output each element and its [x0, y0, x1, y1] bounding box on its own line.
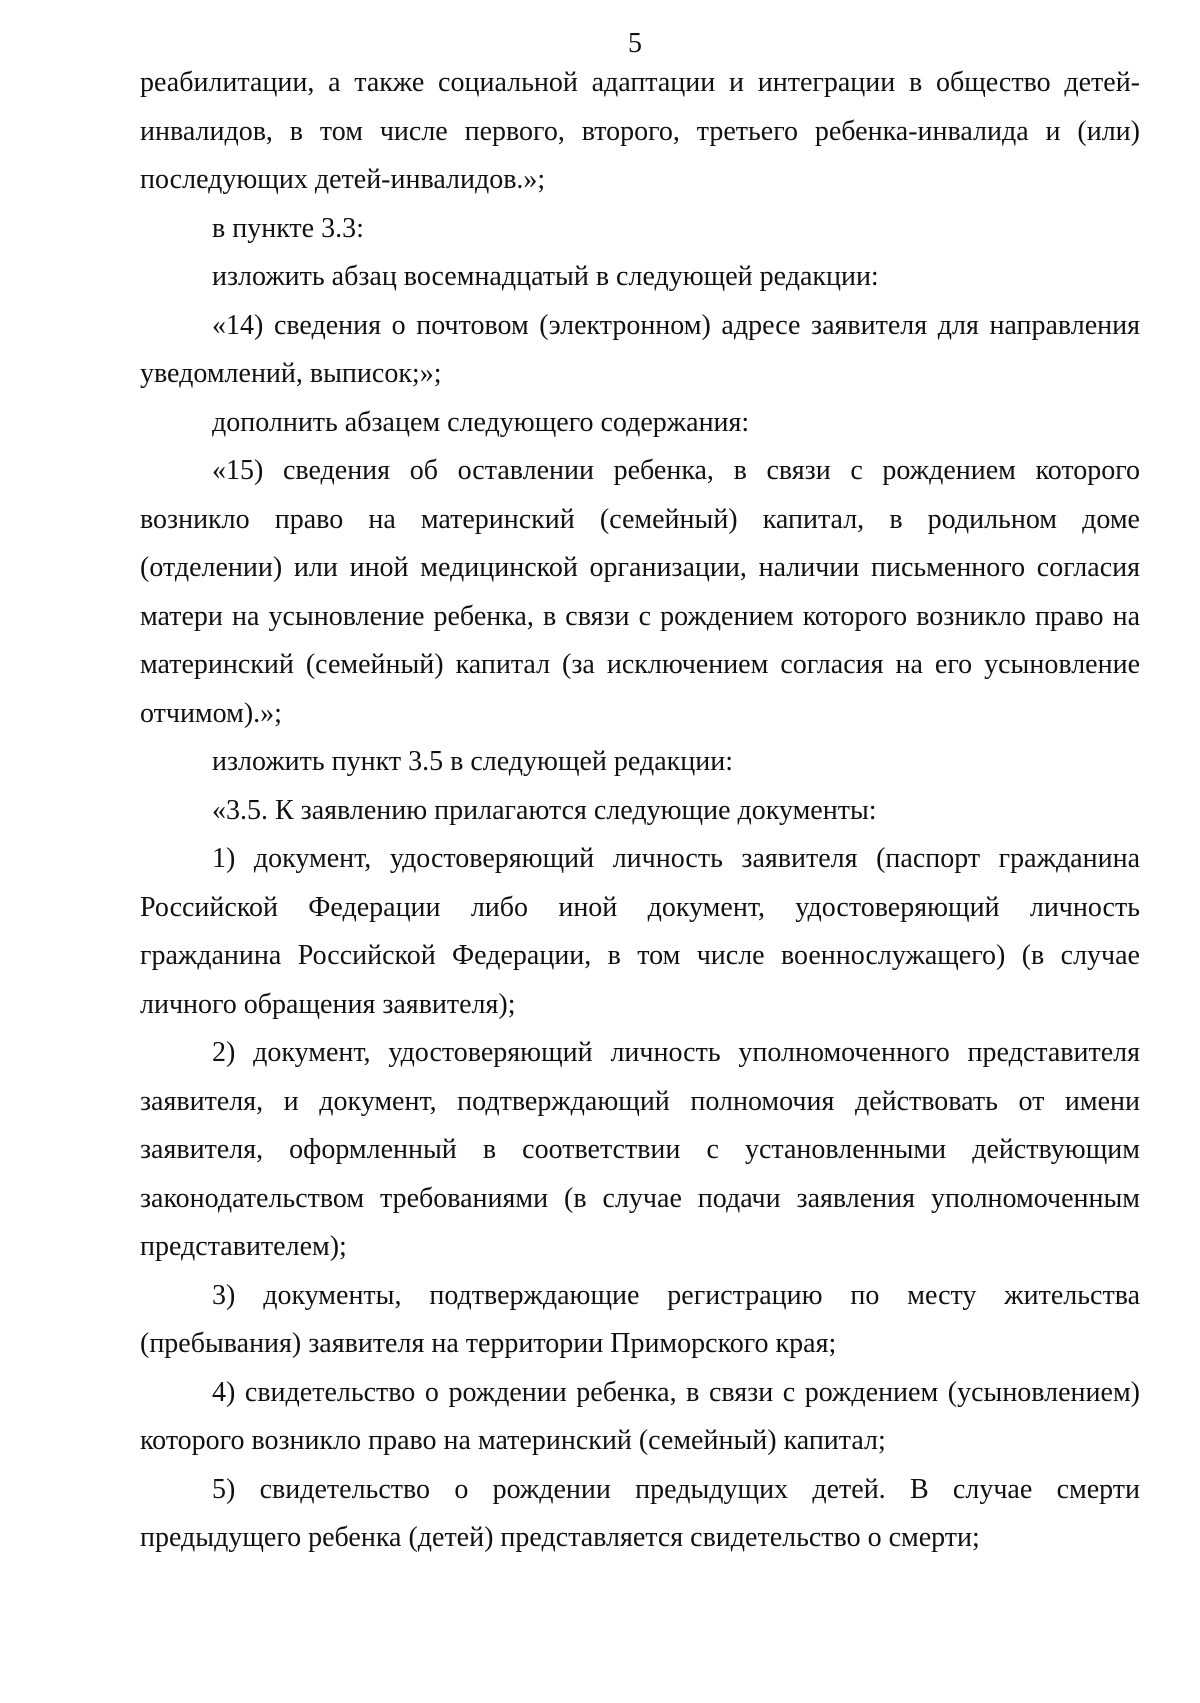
- list-item-5: 5) свидетельство о рождении предыдущих детей. В случае смерти предыдущего ребенка (детей) представляется свидетельство о смерти;: [140, 1473, 1140, 1553]
- list-item-3: 3) документы, подтверждающие регистрацию по месту жительства (пребывания) заявителя на территории Приморского края;: [140, 1279, 1140, 1359]
- list-item-4: 4) свидетельство о рождении ребенка, в связи с рождением (усыновлением) которого возникло право на материнский (семейный) капитал;: [140, 1376, 1140, 1456]
- paragraph-item-14: «14) сведения о почтовом (электронном) адресе заявителя для направления уведомлений, выписок;»;: [140, 309, 1140, 389]
- document-body: [140, 59, 1140, 1563]
- page-number: 5: [628, 28, 642, 59]
- paragraph-continuation: реабилитации, а также социальной адаптации и интеграции в общество детей-инвалидов, в том числе первого, второго, третьего ребенка-инвалида и (или) последующих детей-инвалидов.»;: [140, 67, 1140, 195]
- paragraph-point-3-5: «3.5. К заявлению прилагаются следующие документы:: [212, 794, 877, 826]
- paragraph-add-instruction: дополнить абзацем следующего содержания:: [212, 406, 750, 438]
- paragraph-amend-instruction: изложить абзац восемнадцатый в следующей редакции:: [212, 261, 879, 292]
- paragraph-item-15: «15) сведения об оставлении ребенка, в связи с рождением которого возникло право на материнский (семейный) капитал, в родильном доме (отделении) или иной медицинской организации, наличии письменного согласия матери на усыновление ребенка, в связи с рождением которого возникло право на материнский (семейный) капитал (за исключением согласия на его усыновление отчимом).»;: [140, 455, 1140, 729]
- list-item-2: 2) документ, удостоверяющий личность уполномоченного представителя заявителя, и документ, подтверждающий полномочия действовать от имени заявителя, оформленный в соответствии с установленными действующим законодательством требованиями (в случае подачи заявления уполномоченным представителем);: [140, 1037, 1140, 1262]
- list-item-1: 1) документ, удостоверяющий личность заявителя (паспорт гражданина Российской Федерации либо иной документ, удостоверяющий личность гражданина Российской Федерации, в том числе военнослужащего) (в случае личного обращения заявителя);: [140, 843, 1140, 1020]
- paragraph-point-3-5-instruction: изложить пункт 3.5 в следующей редакции:: [212, 746, 733, 777]
- paragraph-point-3-3: в пункте 3.3:: [212, 212, 364, 244]
